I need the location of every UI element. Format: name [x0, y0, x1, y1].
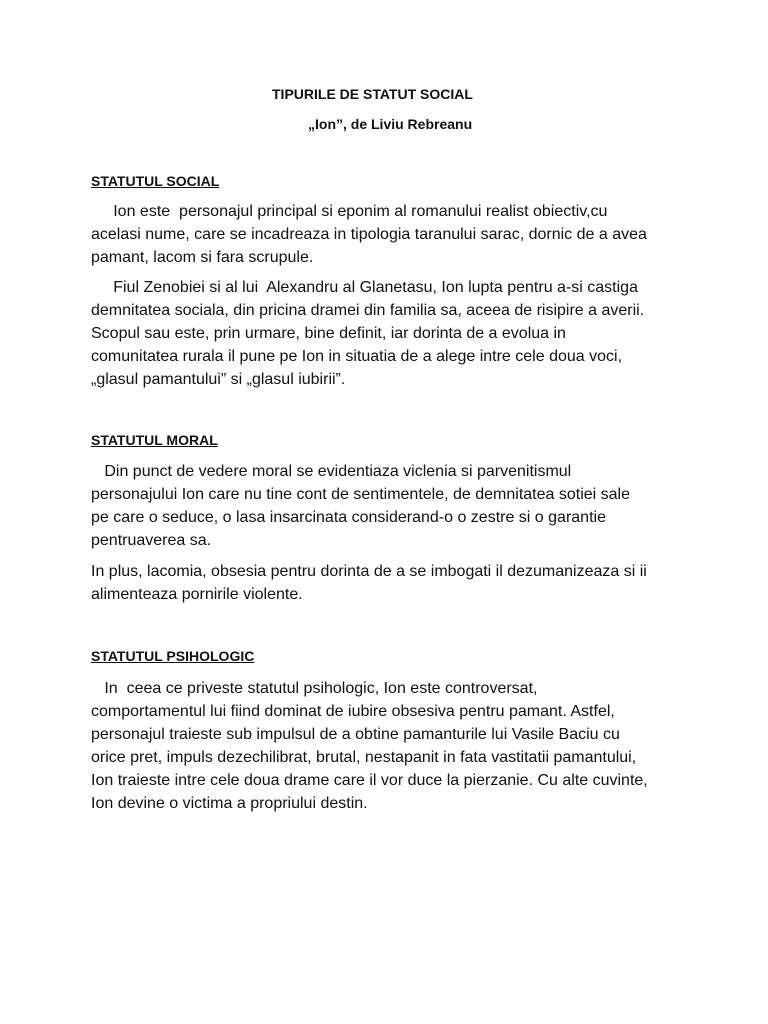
section-heading-statutul-psihologic: STATUTUL PSIHOLOGIC — [91, 648, 255, 664]
section-heading-statutul-social: STATUTUL SOCIAL — [91, 173, 220, 189]
paragraph: In ceea ce priveste statutul psihologic, Ion este controversat, comportamentul lui fiind dominat de iubire obsesiva pentru pamant. Astfel, personajul traieste sub impulsul de a obtine pamanturile lui Vasile Baciu cu orice pret, impuls dezechilibrat, brutal, nestapanit in fata vastitatii pamantului, Ion traieste intre cele doua drame care il vor duce la pierzanie. Cu alte cuvinte, Ion devine o victima a propriului destin. — [91, 680, 648, 812]
document-subtitle: „Ion”, de Liviu Rebreanu — [308, 116, 473, 132]
paragraph: Fiul Zenobiei si al lui Alexandru al Glanetasu, Ion lupta pentru a-si castiga demnitatea sociala, din pricina dramei din familia sa, aceea de risipire a averii. Scopul sau este, prin urmare, bine definit, iar dorinta de a evolua in comunitatea rurala il pune pe Ion in situatia de a alege intre cele doua voci, „glasul pamantului” si „glasul iubirii”. — [91, 279, 645, 388]
paragraph: In plus, lacomia, obsesia pentru dorinta de a se imbogati il dezumanizeaza si ii alimenteaza pornirile violente. — [91, 563, 647, 603]
paragraph: Ion este personajul principal si eponim al romanului realist obiectiv,cu acelasi nume, care se incadreaza in tipologia taranului sarac, dornic de a avea pamant, lacom si fara scrupule. — [91, 203, 647, 266]
document-title: TIPURILE DE STATUT SOCIAL — [272, 86, 473, 102]
section-heading-statutul-moral: STATUTUL MORAL — [91, 432, 218, 448]
paragraph: Din punct de vedere moral se evidentiaza viclenia si parvenitismul personajului Ion care nu tine cont de sentimentele, de demnitatea sotiei sale pe care o seduce, o lasa insarcinata considerand-o o zestre si o garantie pentruaverea sa. — [91, 463, 631, 549]
